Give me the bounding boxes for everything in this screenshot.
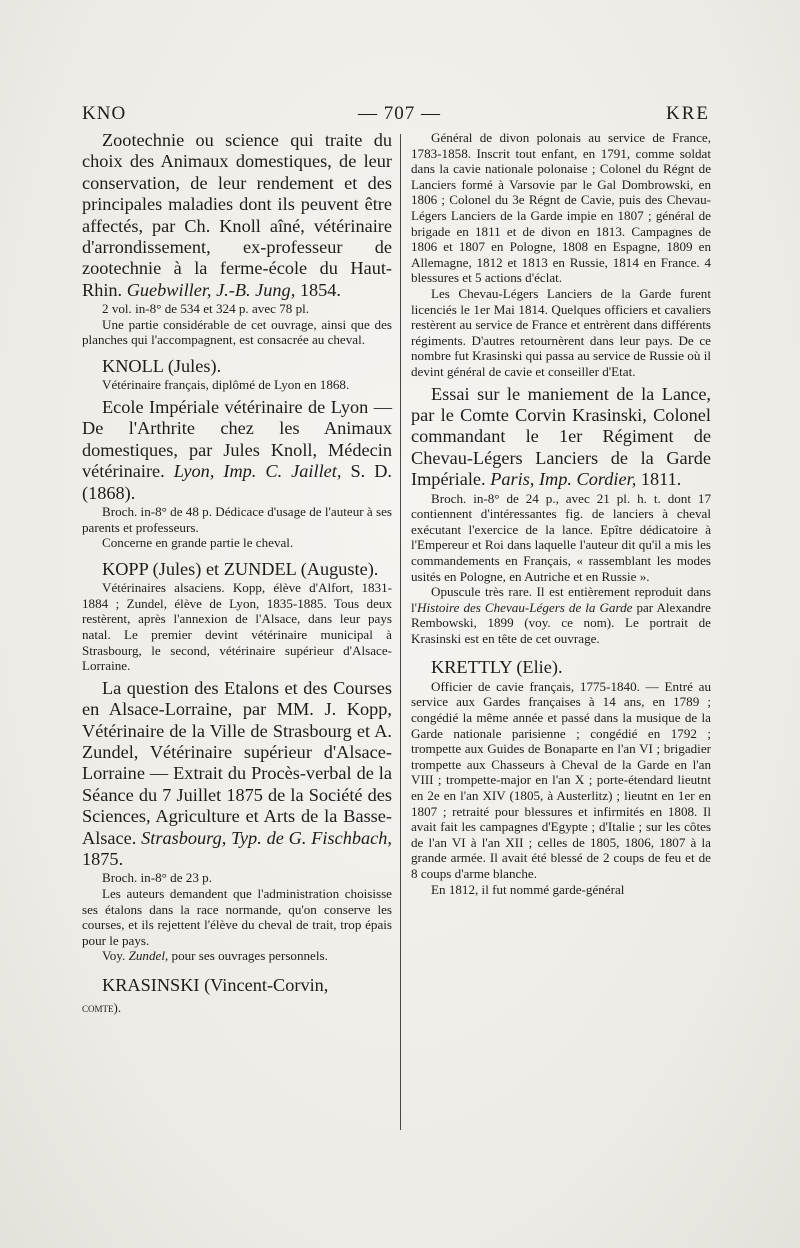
header-left-guideword: KNO	[82, 103, 127, 124]
etalons-imprint: Strasbourg, Typ. de G. Fischbach,	[141, 827, 392, 848]
etalons-year: 1875.	[82, 849, 124, 870]
voy-suffix: pour ses ouvrages personnels.	[171, 948, 328, 964]
right-column	[411, 130, 711, 897]
arthrite-date: S. D. (1868).	[82, 461, 392, 503]
knoll-bio: Vétérinaire français, diplômé de Lyon en 1868.	[102, 377, 350, 393]
entry-title-essai-lance	[411, 384, 711, 491]
etalons-title-text: La question des Etalons et des Courses en Alsace-Lorraine, par MM. J. Kopp, Vétérinaire de la Ville de Strasbourg et A. Zundel, Vétérinaire supérieur d'Alsace-Lorraine — Extrait du Procès-verbal de la Séance du 7 Juillet 1875 de la Société des Sciences, Agriculture et Arts de la Basse-Alsace.	[82, 677, 392, 848]
entry-title-arthrite	[82, 397, 392, 504]
etalons-note: Les auteurs demandent que l'administration choisisse ses étalons dans la race normande, qu'on conserve les courses, et ils rejettent l'élève du cheval de trait, trop épais pour le pays.	[82, 886, 392, 948]
page-number: — 707 —	[358, 103, 441, 124]
zootechnie-note: Une partie considérable de cet ouvrage, ainsi que des planches qui l'accompagnent, est consacrée au cheval.	[82, 316, 392, 348]
kopp-zundel-bio: Vétérinaires alsaciens. Kopp, élève d'Alfort, 1831-1884 ; Zundel, élève de Lyon, 1835-1885. Tous deux restèrent, après l'annexion de l'Alsace, dans leur pays natal. Le premier devint vétérinaire municipal à Strasbourg, le second, vétérinaire supérieur d'Alsace-Lorraine.	[82, 580, 392, 674]
krasinski-bio-continued: Les Chevau-Légers Lanciers de la Garde furent licenciés le 1er Mai 1814. Quelques officiers et cavaliers restèrent au service de France et entrèrent dans différents régiments. D'autres retournèrent dans leur pays. De ce nombre fut Krasinski qui passa au service de Russie où il devint général de cavie et conseiller d'Etat.	[411, 285, 711, 379]
left-column	[82, 130, 392, 1019]
essai-note-suffix: par Alexandre Rembowski, 1899 (voy. ce nom). Le portrait de Krasinski est en tête de cet ouvrage.	[411, 599, 711, 646]
essai-note	[411, 584, 711, 646]
essai-note-work: Histoire des Chevau-Légers de la Garde	[417, 599, 633, 615]
author-heading-knoll: KNOLL (Jules).	[102, 356, 222, 377]
krasinski-heading-title: comte).	[82, 1000, 122, 1016]
voy-prefix: Voy.	[102, 948, 126, 964]
column-divider	[400, 134, 401, 1130]
voy-name: Zundel,	[128, 948, 169, 964]
arthrite-title-text: Ecole Impériale vétérinaire de Lyon — De l'Arthrite chez les Animaux domestiques, par Jules Knoll, Médecin vétérinaire.	[82, 397, 392, 482]
krettly-bio-continued: En 1812, il fut nommé garde-général	[431, 881, 625, 897]
arthrite-format: Broch. in-8° de 48 p. Dédicace d'usage de l'auteur à ses parents et professeurs.	[82, 504, 392, 535]
zootechnie-imprint: Guebwiller, J.-B. Jung,	[126, 279, 296, 300]
entry-title-etalons	[82, 678, 392, 871]
zootechnie-year: 1854.	[299, 279, 341, 300]
essai-imprint: Paris, Imp. Cordier,	[490, 469, 637, 490]
krettly-bio: Officier de cavie français, 1775-1840. — Entré au service aux Gardes françaises à 14 ans, en 1789 ; congédié la même année et passé dans la musique de la Garde nationale parisienne ; congédié en 1792 ; trompette aux Guides de Bonaparte en l'an VI ; brigadier trompette aux Chasseurs à Cheval de la Garde en l'an VIII ; trompette-major en l'an X ; porte-étendard lieutnt en 2e en l'an XIV (1805, à Austerlitz) ; lieutnt en 1er en 1807 ; retraité pour blessures et infirmités en 1808. Il avait fait les campagnes d'Egypte ; d'Italie ; sur les côtes de l'an VI à l'an XII ; celles de 1805, 1806, 1807 à la grande armée. Il avait été blessé de 2 coups de feu et de 8 coups d'arme blanche.	[411, 678, 711, 881]
header-right-guideword: KRE	[666, 103, 710, 124]
essai-format: Broch. in-8° de 24 p., avec 21 pl. h. t. dont 17 contiennent d'intéressantes fig. de lanciers à cheval exécutant l'exercice de la lance. Epître dédicatoire à l'Empereur et Roi dans laquelle l'auteur dit qu'il a mis les commandements en Français, « rassemblant les modes usités en Pologne, en Autriche et en Russie ».	[411, 490, 711, 584]
etalons-format: Broch. in-8° de 23 p.	[102, 870, 212, 886]
essai-year: 1811.	[640, 469, 682, 490]
krasinski-bio: Général de divon polonais au service de France, 1783-1858. Inscrit tout enfant, en 1791, comme soldat dans la cavie nationale polonaise ; Colonel du Régnt de Lanciers formé à Varsovie par le Gal Dombrowski, en 1806 ; Colonel du 3e Régnt de Cavie, puis des Chevau-Légers Lanciers de la Garde impie en 1807 ; général de brigade en 1811 et de divon en 1813. Campagnes de 1806 et 1807 en Pologne, 1808 en Espagne, 1809 en Allemagne, 1812 et 1813 en Russie, 1814 en France. 4 blessures et 5 actions d'éclat.	[411, 130, 711, 286]
essai-note-prefix: Opuscule très rare. Il est entièrement reproduit dans l'	[411, 584, 711, 615]
zootechnie-title-text: Zootechnie ou science qui traite du choix des Animaux domestiques, de leur conservation, de leur rendement et des principales maladies dont ils peuvent être affectés, par Ch. Knoll aîné, vétérinaire d'arrondissement, ex-professeur de zootechnie à la ferme-école du Haut-Rhin.	[82, 130, 392, 300]
running-header	[82, 103, 710, 129]
author-heading-krettly: KRETTLY (Elie).	[431, 657, 563, 678]
author-heading-kopp-zundel: KOPP (Jules) et ZUNDEL (Auguste).	[102, 558, 379, 579]
arthrite-imprint: Lyon, Imp. C. Jaillet,	[173, 461, 342, 482]
arthrite-note: Concerne en grande partie le cheval.	[102, 535, 294, 551]
zootechnie-format: 2 vol. in-8° de 534 et 324 p. avec 78 pl.	[102, 301, 310, 317]
etalons-cross-reference	[82, 948, 392, 964]
essai-title-text: Essai sur le maniement de la Lance, par le Comte Corvin Krasinski, Colonel commandant le 1er Régiment de Chevau-Légers Lanciers de la Garde Impériale.	[411, 383, 711, 490]
author-heading-krasinski	[82, 975, 392, 1019]
entry-title-zootechnie	[82, 130, 392, 301]
krasinski-heading-text: KRASINSKI (Vincent-Corvin,	[102, 975, 329, 996]
